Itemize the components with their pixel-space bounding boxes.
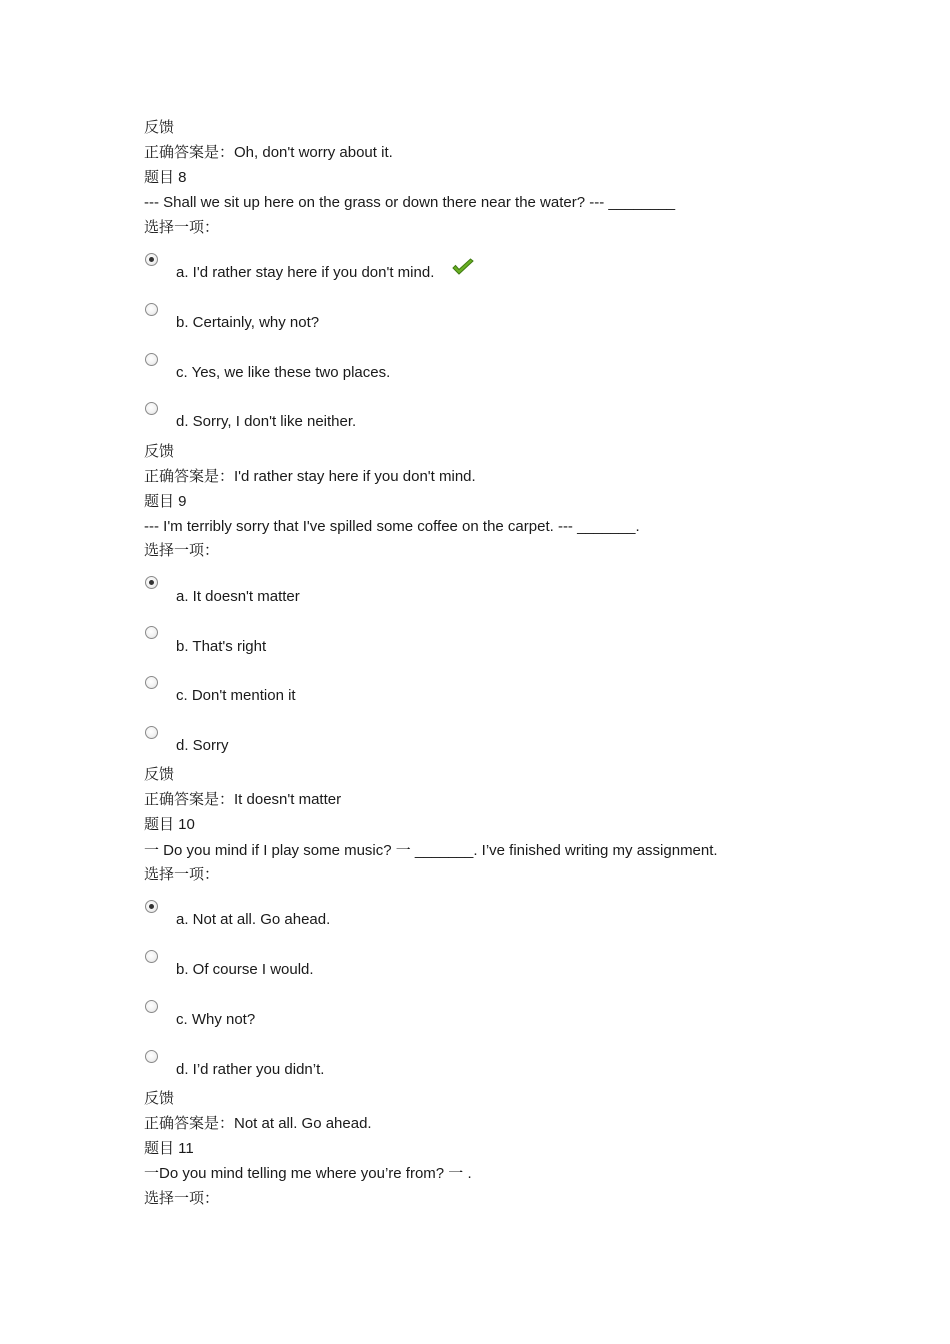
feedback-label: 反馈 [144, 766, 175, 783]
option-label[interactable]: c. Why not? [176, 1011, 256, 1028]
radio-option-a[interactable] [145, 253, 158, 266]
radio-option-c[interactable] [145, 1000, 158, 1013]
question-text: --- I'm terribly sorry that I've spilled some coffee on the carpet. --- _______. [144, 518, 640, 535]
radio-option-b[interactable] [145, 626, 158, 639]
option-label[interactable]: a. Not at all. Go ahead. [176, 911, 331, 928]
radio-option-a[interactable] [145, 576, 158, 589]
choose-one-prompt: 选择一项： [144, 219, 220, 236]
radio-option-c[interactable] [145, 353, 158, 366]
question-title: 题目 8 [144, 169, 187, 186]
option-label[interactable]: b. Of course I would. [176, 961, 314, 978]
question-text: 一 Do you mind if I play some music? 一 _______. I’ve finished writing my assignment. [144, 842, 718, 859]
choose-one-prompt: 选择一项： [144, 866, 220, 883]
correct-answer: 正确答案是：It doesn't matter [144, 791, 342, 808]
correct-answer: 正确答案是：I'd rather stay here if you don't mind. [144, 468, 476, 485]
question-title: 题目 10 [144, 816, 195, 833]
correct-checkmark-icon [451, 258, 475, 278]
option-label[interactable]: b. That's right [176, 638, 267, 655]
choose-one-prompt: 选择一项： [144, 542, 220, 559]
option-label[interactable]: a. It doesn't matter [176, 588, 300, 605]
feedback-label: 反馈 [144, 1090, 175, 1107]
radio-option-c[interactable] [145, 676, 158, 689]
radio-option-b[interactable] [145, 303, 158, 316]
feedback-label: 反馈 [144, 119, 175, 136]
question-title: 题目 9 [144, 493, 187, 510]
feedback-label: 反馈 [144, 443, 175, 460]
option-label[interactable]: a. I'd rather stay here if you don't mind. [176, 264, 435, 281]
option-label[interactable]: b. Certainly, why not? [176, 314, 320, 331]
radio-option-d[interactable] [145, 726, 158, 739]
option-label[interactable]: c. Yes, we like these two places. [176, 364, 391, 381]
question-title: 题目 11 [144, 1140, 194, 1157]
option-label[interactable]: d. I’d rather you didn’t. [176, 1061, 325, 1078]
radio-option-d[interactable] [145, 402, 158, 415]
option-label[interactable]: c. Don't mention it [176, 687, 296, 704]
option-label[interactable]: d. Sorry, I don't like neither. [176, 413, 357, 430]
question-text: 一Do you mind telling me where you’re from? 一 . [144, 1165, 472, 1182]
choose-one-prompt: 选择一项： [144, 1190, 220, 1207]
radio-option-b[interactable] [145, 950, 158, 963]
radio-option-d[interactable] [145, 1050, 158, 1063]
correct-answer: 正确答案是：Oh, don't worry about it. [144, 144, 393, 161]
option-label[interactable]: d. Sorry [176, 737, 229, 754]
question-text: --- Shall we sit up here on the grass or down there near the water? --- ________ [144, 194, 676, 211]
correct-answer: 正确答案是：Not at all. Go ahead. [144, 1115, 372, 1132]
radio-option-a[interactable] [145, 900, 158, 913]
